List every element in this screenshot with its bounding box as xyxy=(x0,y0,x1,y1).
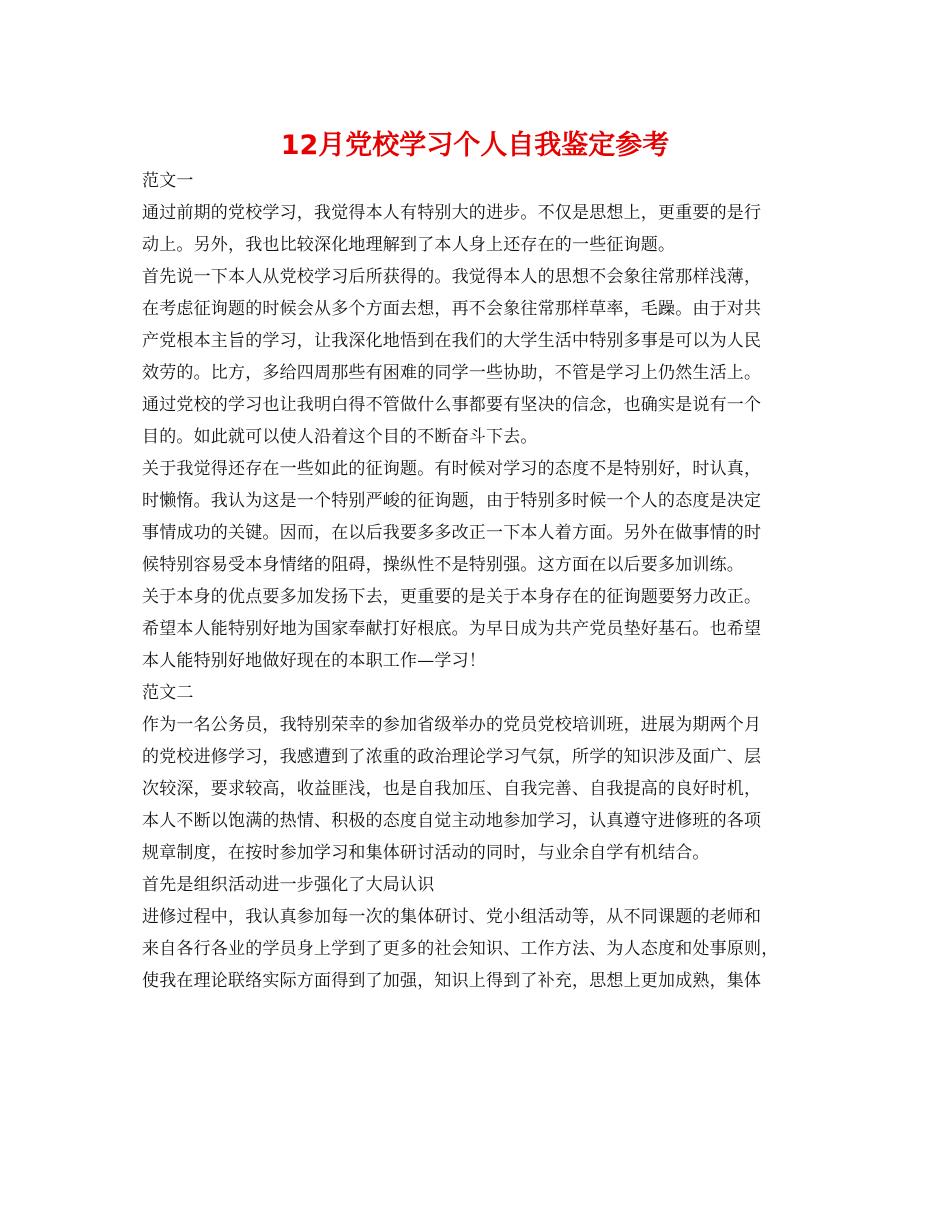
text-line: 关于本身的优点要多加发扬下去，更重要的是关于本身存在的征询题要努力改正。 xyxy=(142,587,762,607)
text-line: 来自各行各业的学员身上学到了更多的社会知识、工作方法、为人态度和处事原则， xyxy=(142,939,779,959)
text-line: 通过党校的学习也让我明白得不管做什么事都要有坚决的信念，也确实是说有一个 xyxy=(142,395,762,415)
text-line: 希望本人能特别好地为国家奉献打好根底。为早日成为共产党员垫好基石。也希望 xyxy=(142,619,762,639)
text-line: 进修过程中，我认真参加每一次的集体研讨、党小组活动等，从不同课题的老师和 xyxy=(142,907,762,927)
text-line: 次较深，要求较高，收益匪浅，也是自我加压、自我完善、自我提高的良好时机， xyxy=(142,779,762,799)
section-heading-1: 范文一 xyxy=(142,171,194,191)
text-line: 作为一名公务员，我特别荣幸的参加省级举办的党员党校培训班，进展为期两个月 xyxy=(142,715,762,735)
text-line: 通过前期的党校学习，我觉得本人有特别大的进步。不仅是思想上，更重要的是行 xyxy=(142,203,762,223)
subheading: 首先是组织活动进一步强化了大局认识 xyxy=(142,875,435,895)
text-line: 的党校进修学习，我感遭到了浓重的政治理论学习气氛，所学的知识涉及面广、层 xyxy=(142,747,762,767)
text-line: 动上。另外，我也比较深化地理解到了本人身上还存在的一些征询题。 xyxy=(142,235,676,255)
text-line: 时懒惰。我认为这是一个特别严峻的征询题，由于特别多时候一个人的态度是决定 xyxy=(142,491,762,511)
text-line: 目的。如此就可以使人沿着这个目的不断奋斗下去。 xyxy=(142,427,538,447)
text-line: 产党根本主旨的学习，让我深化地悟到在我们的大学生活中特别多事是可以为人民 xyxy=(142,331,762,351)
document-title: 12月党校学习个人自我鉴定参考 xyxy=(280,130,670,161)
text-line: 事情成功的关键。因而，在以后我要多多改正一下本人着方面。另外在做事情的时 xyxy=(142,523,762,543)
text-line: 首先说一下本人从党校学习后所获得的。我觉得本人的思想不会象往常那样浅薄， xyxy=(142,267,762,287)
text-line: 在考虑征询题的时候会从多个方面去想，再不会象往常那样草率，毛躁。由于对共 xyxy=(142,299,762,319)
text-line: 规章制度，在按时参加学习和集体研讨活动的同时，与业余自学有机结合。 xyxy=(142,843,710,863)
text-line: 本人不断以饱满的热情、积极的态度自觉主动地参加学习，认真遵守进修班的各项 xyxy=(142,811,762,831)
text-line: 使我在理论联络实际方面得到了加强，知识上得到了补充，思想上更加成熟，集体 xyxy=(142,971,762,991)
text-line: 效劳的。比方，多给四周那些有困难的同学一些协助，不管是学习上仍然生活上。 xyxy=(142,363,762,383)
text-line: 候特别容易受本身情绪的阻碍，操纵性不是特别强。这方面在以后要多加训练。 xyxy=(142,555,744,575)
text-line: 关于我觉得还存在一些如此的征询题。有时候对学习的态度不是特别好，时认真， xyxy=(142,459,762,479)
section-heading-2: 范文二 xyxy=(142,683,194,703)
text-line: 本人能特别好地做好现在的本职工作—学习！ xyxy=(142,651,486,671)
